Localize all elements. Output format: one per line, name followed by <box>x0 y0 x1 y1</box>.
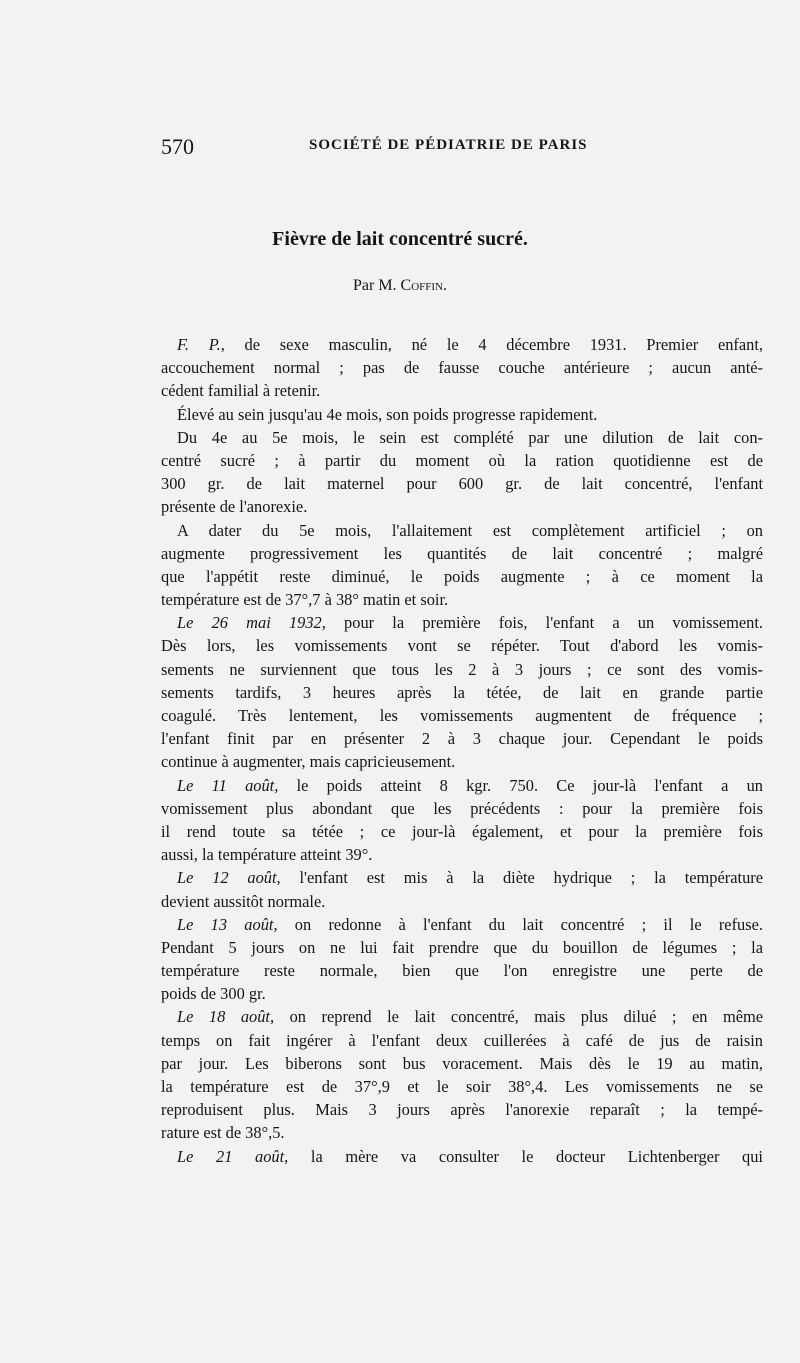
text-line <box>161 774 763 797</box>
article-body <box>161 333 763 1168</box>
italic-date: Le 26 mai 1932, <box>177 613 326 633</box>
line-text: centré sucré ; à partir du moment où la ration quotidienne est de <box>161 450 763 470</box>
text-line <box>161 1052 763 1075</box>
running-head <box>161 134 763 160</box>
text-line <box>161 333 763 356</box>
byline-prefix: Par M. <box>352 277 397 294</box>
line-text: présente de l'anorexie. <box>161 497 308 517</box>
text-line <box>161 1145 763 1168</box>
italic-date: F. P., <box>177 335 225 354</box>
line-text: pour la première fois, l'enfant a un vomissement. <box>325 613 763 633</box>
line-text: 300 gr. de lait maternel pour 600 gr. de lait concentré, l'enfant <box>161 474 763 494</box>
line-text: continue à augmenter, mais capricieusement. <box>161 752 456 772</box>
line-text: l'enfant est mis à la diète hydrique ; la température <box>280 868 763 888</box>
text-line <box>161 913 763 936</box>
text-line <box>161 1029 763 1052</box>
text-line <box>161 449 763 472</box>
text-line <box>161 1098 763 1121</box>
line-text: cédent familial à retenir. <box>161 381 321 401</box>
text-line <box>161 472 763 495</box>
italic-date: Le 21 août, <box>177 1146 289 1166</box>
line-text: par jour. Les biberons sont bus voracement. Mais dès le 19 au matin, <box>161 1053 763 1073</box>
text-line <box>161 982 763 1005</box>
text-line <box>161 704 763 727</box>
line-text: Dès lors, les vomissements vont se répéter. Tout d'abord les vomis- <box>161 636 763 656</box>
line-text: aussi, la température atteint 39°. <box>161 845 373 865</box>
text-line <box>161 1121 763 1144</box>
line-text: augmente progressivement les quantités de lait concentré ; malgré <box>161 543 763 563</box>
italic-date: Le 12 août, <box>177 868 281 888</box>
text-line <box>161 565 763 588</box>
italic-date: Le 18 août, <box>177 1007 275 1027</box>
line-text: sements tardifs, 3 heures après la tétée, de lait en grande partie <box>161 682 763 702</box>
text-line <box>161 1075 763 1098</box>
line-text: accouchement normal ; pas de fausse couche antérieure ; aucun anté- <box>161 358 763 378</box>
line-text: Pendant 5 jours on ne lui fait prendre que du bouillon de légumes ; la <box>161 937 763 957</box>
italic-date: Le 11 août, <box>177 775 279 795</box>
text-line <box>161 495 763 518</box>
text-line <box>161 611 763 634</box>
line-text: poids de 300 gr. <box>161 984 266 1004</box>
text-line <box>161 936 763 959</box>
line-text: que l'appétit reste diminué, le poids augmente ; à ce moment la <box>161 566 763 586</box>
text-line <box>161 588 763 611</box>
text-line <box>161 959 763 982</box>
text-line <box>161 356 763 379</box>
line-text: temps on fait ingérer à l'enfant deux cuillerées à café de jus de raisin <box>161 1030 763 1050</box>
line-text: rature est de 38°,5. <box>161 1123 285 1143</box>
line-text: le poids atteint 8 kgr. 750. Ce jour-là l'enfant a un <box>278 775 763 795</box>
line-text: température est de 37°,7 à 38° matin et soir. <box>161 590 449 610</box>
text-line <box>161 890 763 913</box>
line-text: l'enfant finit par en présenter 2 à 3 chaque jour. Cependant le poids <box>161 729 763 749</box>
text-line <box>161 843 763 866</box>
line-text: Du 4e au 5e mois, le sein est complété par une dilution de lait con- <box>177 427 763 447</box>
line-text: de sexe masculin, né le 4 décembre 1931. Premier enfant, <box>224 335 763 354</box>
line-text: il rend toute sa tétée ; ce jour-là également, et pour la première fois <box>161 821 763 841</box>
line-text: reproduisent plus. Mais 3 jours après l'anorexie reparaît ; la tempé- <box>161 1100 763 1120</box>
line-text: la mère va consulter le docteur Lichtenberger qui <box>288 1146 763 1166</box>
byline <box>0 277 800 295</box>
line-text: température reste normale, bien que l'on enregistre une perte de <box>161 961 763 981</box>
text-line <box>161 542 763 565</box>
author-name: Coffin. <box>400 277 448 294</box>
text-line <box>161 727 763 750</box>
text-line <box>161 681 763 704</box>
text-line <box>161 797 763 820</box>
text-line <box>161 379 763 402</box>
text-line <box>161 1005 763 1028</box>
line-text: la température est de 37°,9 et le soir 38°,4. Les vomissements ne se <box>161 1077 763 1096</box>
line-text: on reprend le lait concentré, mais plus dilué ; en même <box>274 1007 763 1027</box>
text-line <box>161 750 763 773</box>
line-text: coagulé. Très lentement, les vomissements augmentent de fréquence ; <box>161 706 763 725</box>
text-line <box>161 519 763 542</box>
line-text: on redonne à l'enfant du lait concentré ; il le refuse. <box>277 914 763 934</box>
line-text: devient aussitôt normale. <box>161 891 326 911</box>
text-line <box>161 634 763 657</box>
italic-date: Le 13 août, <box>177 914 278 934</box>
line-text: A dater du 5e mois, l'allaitement est complètement artificiel ; on <box>177 520 763 540</box>
line-text: sements ne surviennent que tous les 2 à 3 jours ; ce sont des vomis- <box>161 659 763 679</box>
article-title: Fièvre de lait concentré sucré. <box>272 228 528 250</box>
line-text: vomissement plus abondant que les précédents : pour la première fois <box>161 798 763 818</box>
text-line <box>161 403 763 426</box>
text-line <box>161 426 763 449</box>
text-line <box>161 820 763 843</box>
line-text: Élevé au sein jusqu'au 4e mois, son poids progresse rapidement. <box>177 404 598 424</box>
text-line <box>161 866 763 889</box>
page-number: 570 <box>161 134 194 159</box>
text-line <box>161 658 763 681</box>
journal-title: SOCIÉTÉ DE PÉDIATRIE DE PARIS <box>309 137 588 153</box>
